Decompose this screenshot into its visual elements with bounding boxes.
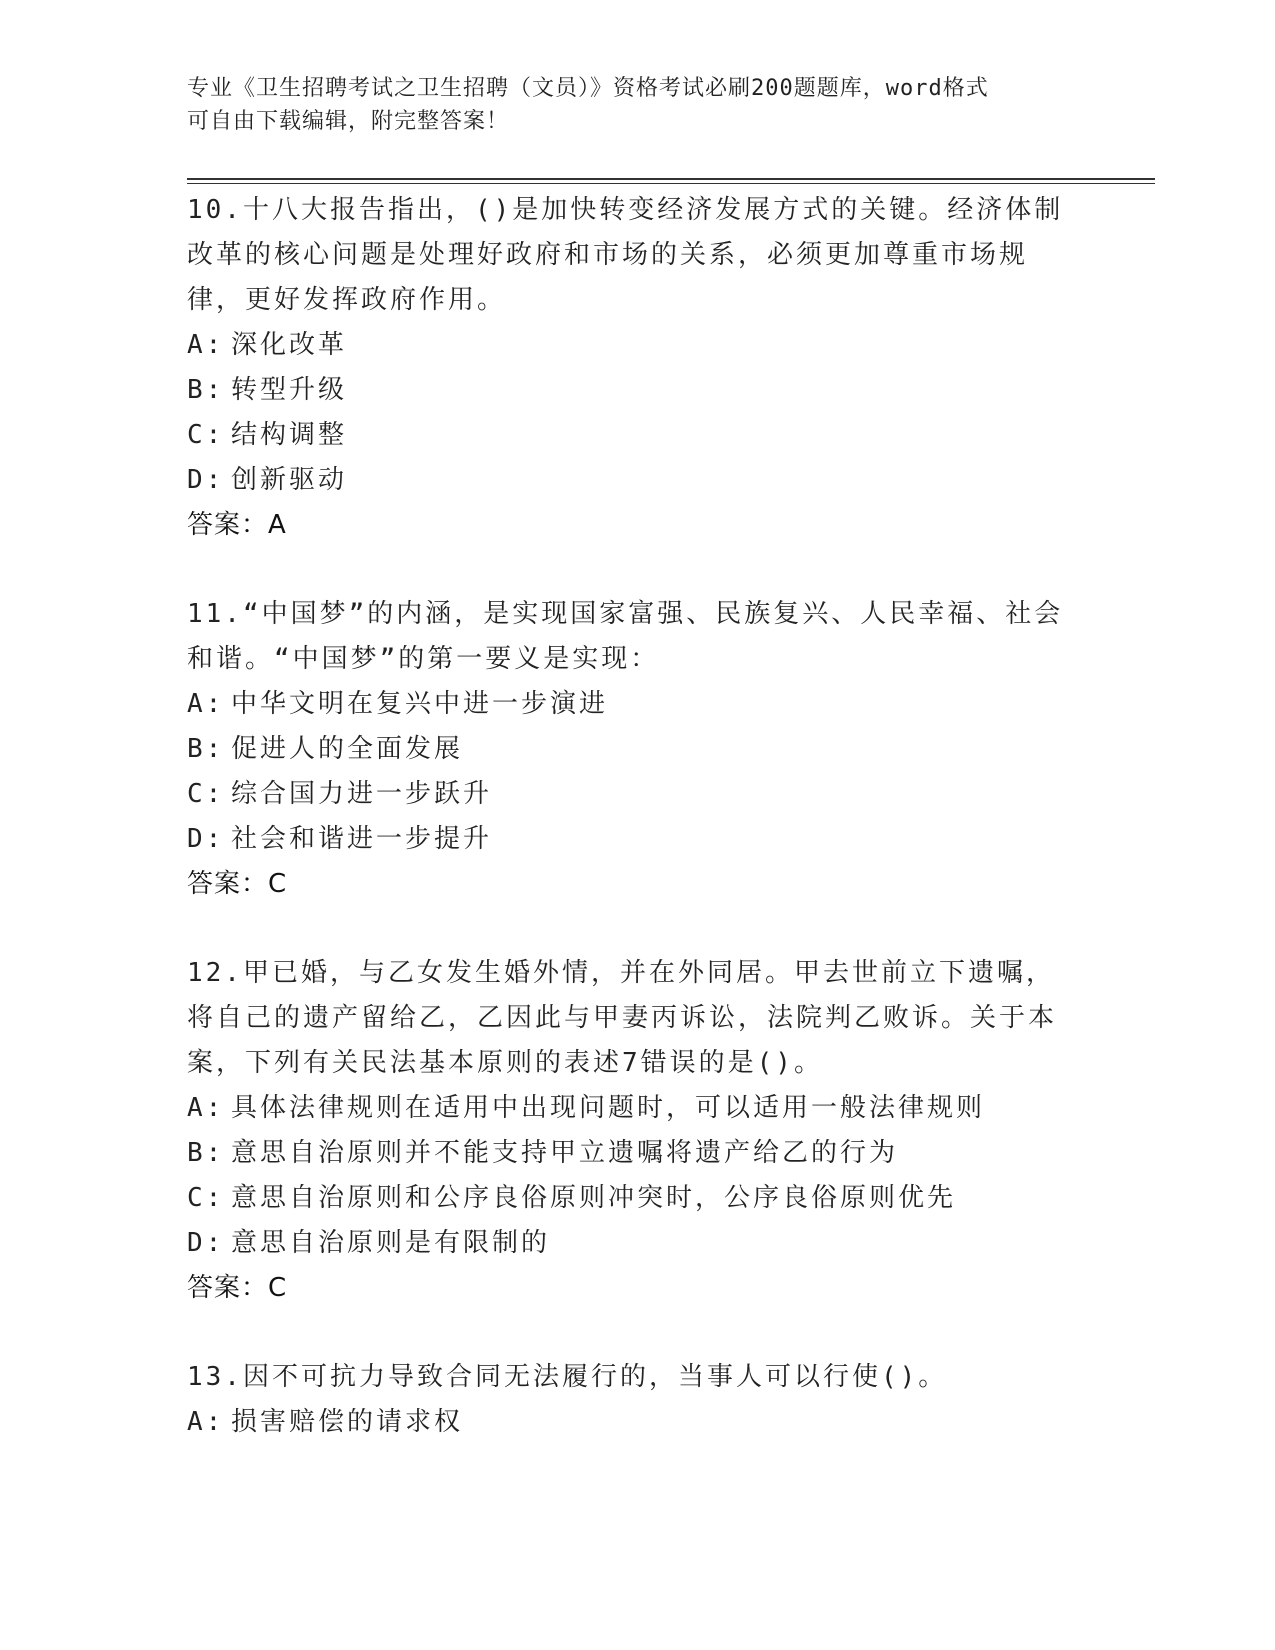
option-text: 综合国力进一步跃升 bbox=[231, 779, 493, 809]
option-text: 具体法律规则在适用中出现问题时，可以适用一般法律规则 bbox=[231, 1093, 986, 1123]
option-key: D: bbox=[187, 824, 225, 854]
option-key: D: bbox=[187, 1228, 225, 1258]
option-key: B: bbox=[187, 734, 225, 764]
option-a bbox=[187, 1086, 1077, 1131]
option-d bbox=[187, 817, 1077, 862]
option-text: 转型升级 bbox=[231, 375, 348, 405]
option-key: A: bbox=[187, 330, 225, 360]
option-key: C: bbox=[187, 420, 225, 450]
question-stem: 13.因不可抗力导致合同无法履行的，当事人可以行使()。 bbox=[187, 1362, 948, 1392]
question-11 bbox=[187, 592, 1077, 907]
question-stem: 12.甲已婚，与乙女发生婚外情，并在外同居。甲去世前立下遗嘱，将自己的遗产留给乙，乙因此与甲妻丙诉讼，法院判乙败诉。关于本案，下列有关民法基本原则的表述7错误的是()。 bbox=[187, 958, 1058, 1078]
answer-line: 答案：C bbox=[187, 1273, 288, 1303]
option-text: 损害赔偿的请求权 bbox=[231, 1407, 464, 1437]
question-10 bbox=[187, 188, 1077, 548]
answer-line: 答案：A bbox=[187, 510, 287, 540]
option-text: 深化改革 bbox=[231, 330, 348, 360]
option-text: 创新驱动 bbox=[231, 465, 348, 495]
option-key: A: bbox=[187, 1407, 225, 1437]
option-text: 社会和谐进一步提升 bbox=[231, 824, 493, 854]
option-d bbox=[187, 458, 1077, 503]
question-stem: 11.“中国梦”的内涵，是实现国家富强、民族复兴、人民幸福、社会和谐。“中国梦”的第一要义是实现： bbox=[187, 599, 1064, 674]
option-key: D: bbox=[187, 465, 225, 495]
option-text: 意思自治原则并不能支持甲立遗嘱将遗产给乙的行为 bbox=[231, 1138, 899, 1168]
header-line-2: 可自由下载编辑，附完整答案！ bbox=[187, 109, 510, 134]
question-12 bbox=[187, 951, 1077, 1311]
option-key: C: bbox=[187, 1183, 225, 1213]
header-line-1: 专业《卫生招聘考试之卫生招聘（文员）》资格考试必刷200题题库，word格式 bbox=[187, 76, 989, 101]
option-key: A: bbox=[187, 1093, 225, 1123]
option-b bbox=[187, 1131, 1077, 1176]
document-header bbox=[187, 72, 1067, 138]
option-key: B: bbox=[187, 375, 225, 405]
option-b bbox=[187, 727, 1077, 772]
answer-line: 答案：C bbox=[187, 869, 288, 899]
option-text: 意思自治原则是有限制的 bbox=[231, 1228, 551, 1258]
question-stem: 10.十八大报告指出，()是加快转变经济发展方式的关键。经济体制改革的核心问题是处理好政府和市场的关系，必须更加尊重市场规律，更好发挥政府作用。 bbox=[187, 195, 1064, 315]
option-a bbox=[187, 682, 1077, 727]
option-c bbox=[187, 1176, 1077, 1221]
option-c bbox=[187, 772, 1077, 817]
header-divider-thick bbox=[187, 178, 1155, 180]
option-key: A: bbox=[187, 689, 225, 719]
question-13 bbox=[187, 1355, 1077, 1445]
option-a bbox=[187, 1400, 1077, 1445]
option-d bbox=[187, 1221, 1077, 1266]
option-b bbox=[187, 368, 1077, 413]
option-key: B: bbox=[187, 1138, 225, 1168]
option-c bbox=[187, 413, 1077, 458]
option-text: 结构调整 bbox=[231, 420, 348, 450]
question-list bbox=[187, 188, 1077, 1489]
option-text: 促进人的全面发展 bbox=[231, 734, 464, 764]
option-text: 意思自治原则和公序良俗原则冲突时，公序良俗原则优先 bbox=[231, 1183, 957, 1213]
option-key: C: bbox=[187, 779, 225, 809]
option-a bbox=[187, 323, 1077, 368]
header-divider-thin bbox=[187, 183, 1155, 184]
option-text: 中华文明在复兴中进一步演进 bbox=[231, 689, 609, 719]
